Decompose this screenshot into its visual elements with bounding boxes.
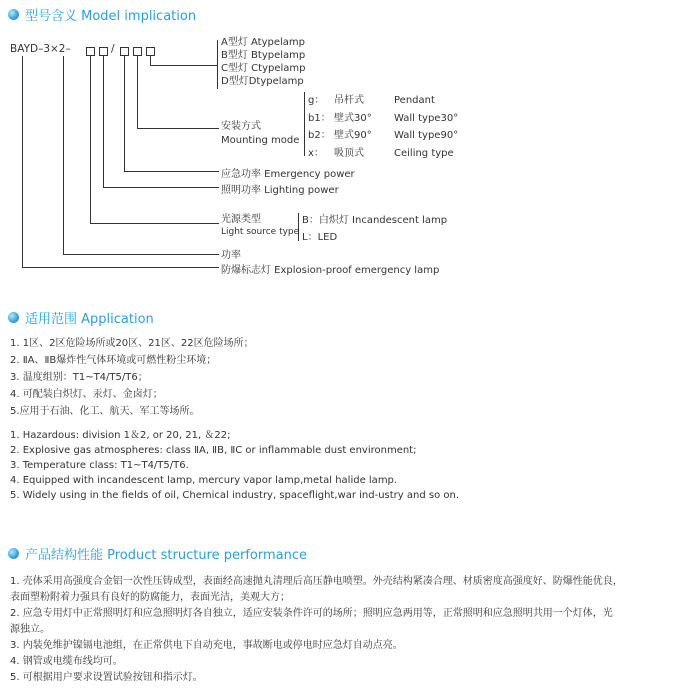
performance-list — [10, 574, 623, 686]
lighting-power-label: 照明功率 Lighting power — [221, 185, 339, 196]
mounting-option-code: b2： — [308, 130, 331, 141]
list-item: 5. Widely using in the fields of oil, Chemical industry, spaceflight,war ind-ustry and so on. — [10, 490, 460, 501]
mounting-option — [308, 145, 458, 163]
mounting-option-en: Wall type30° — [394, 112, 459, 124]
model-code-sep1: – — [38, 43, 44, 55]
bullet-dot-icon — [8, 548, 19, 559]
lamp-type-item: D型灯Dtypelamp — [221, 76, 304, 87]
mounting-option-en: Pendant — [394, 95, 435, 106]
section-title-model-text: 型号含义 Model implication — [25, 9, 197, 24]
mounting-label-cn: 安装方式 — [221, 121, 261, 132]
mounting-label — [221, 120, 299, 148]
lamp-type-item: C型灯 Ctypelamp — [221, 63, 306, 74]
mounting-option-cn: 壁式90° — [334, 130, 372, 141]
mounting-label-en: Mounting mode — [221, 135, 300, 146]
light-source-option — [302, 212, 447, 229]
model-code-prefix: BAYD — [10, 43, 39, 55]
list-item: 表面塑粉附着力强具有良好的防腐能力，表面光洁，美观大方； — [10, 592, 290, 603]
model-code-sep2: – — [65, 43, 71, 55]
lamp-type-item: B型灯 Btypelamp — [221, 50, 306, 61]
list-item: 1. Hazardous: division 1＆2, or 20, 21, ＆22; — [10, 430, 231, 441]
list-item: 4. Equipped with incandescent lamp, mercury vapor lamp,metal halide lamp. — [10, 475, 398, 486]
mounting-option-cn: 吊杆式 — [334, 95, 364, 106]
light-source-option-code: B： — [302, 215, 319, 226]
mounting-option-cn: 吸顶式 — [334, 147, 364, 159]
light-source-options — [302, 212, 447, 246]
lamp-type-item: A型灯 Atypelamp — [221, 37, 306, 48]
bullet-dot-icon — [8, 312, 19, 323]
mounting-option-en: Ceiling type — [394, 147, 454, 159]
application-en-list — [10, 428, 459, 503]
section-title-application — [8, 308, 154, 327]
section-title-performance — [8, 544, 307, 563]
mounting-options — [308, 92, 458, 162]
list-item: 4. 钢管或电缆布线均可。 — [10, 656, 123, 667]
section-title-performance-text: 产品结构性能 Product structure performance — [25, 548, 308, 563]
emergency-power-label: 应急功率 Emergency power — [221, 169, 355, 180]
code-slash: / — [111, 43, 115, 55]
mounting-option-code: b1： — [308, 112, 331, 124]
light-source-option-text: 白炽灯 Incandescent lamp — [318, 215, 448, 226]
mounting-option-en: Wall type90° — [394, 130, 459, 141]
mounting-option-code: g： — [308, 95, 325, 106]
list-item: 源独立。 — [10, 624, 50, 635]
list-item: 5. 可根据用户要求设置试验按钮和指示灯。 — [10, 672, 203, 683]
light-source-label — [221, 213, 299, 239]
list-item: 2. Explosive gas atmospheres: class ⅡA, ⅡB, ⅡC or inflammable dust environment; — [10, 445, 417, 456]
mounting-option-cn: 壁式30° — [334, 112, 372, 124]
mounting-option — [308, 92, 458, 110]
list-item: 4. 可配装白炽灯、汞灯、金卤灯； — [10, 389, 163, 400]
list-item: 5.应用于石油、化工、航天、军工等场所。 — [10, 406, 200, 417]
explosion-proof-label: 防爆标志灯 Explosion-proof emergency lamp — [221, 265, 440, 276]
mounting-option — [308, 127, 458, 145]
light-source-label-en: Light source type — [221, 227, 300, 237]
light-source-label-cn: 光源类型 — [221, 214, 261, 225]
application-cn-list — [10, 335, 254, 420]
list-item: 3. 温度组别：T1~T4/T5/T6； — [10, 372, 148, 383]
list-item: 3. 内装免维护镍镉电池组，在正常供电下自动充电，事故断电或停电时应急灯自动点亮。 — [10, 640, 403, 651]
lamp-type-list — [221, 36, 305, 88]
light-source-option-text: LED — [317, 232, 338, 243]
light-source-option — [302, 229, 447, 246]
list-item: 2. 应急专用灯中正常照明灯和应急照明灯各自独立，适应安装条件许可的场所；照明应急两用等，正常照明和应急照明共用一个灯体，光 — [10, 608, 613, 619]
power-label: 功率 — [221, 250, 241, 261]
list-item: 3. Temperature class: T1~T4/T5/T6. — [10, 460, 189, 471]
list-item: 1. 1区、2区危险场所或20区、21区、22区危险场所； — [10, 338, 254, 349]
mounting-option — [308, 110, 458, 128]
section-title-application-text: 适用范围 Application — [25, 312, 154, 327]
light-source-option-code: L： — [302, 232, 318, 243]
mounting-option-code: x： — [308, 147, 324, 159]
list-item: 1. 壳体采用高强度合金铝一次性压铸成型，表面经高速抛丸清理后高压静电喷塑。外壳结构紧凑合理、材质密度高强度好、防爆性能优良， — [10, 576, 623, 587]
list-item: 2. ⅡA、ⅡB爆炸性气体环境或可燃性粉尘环境； — [10, 355, 217, 366]
model-code-mid: 3×2 — [43, 43, 66, 55]
